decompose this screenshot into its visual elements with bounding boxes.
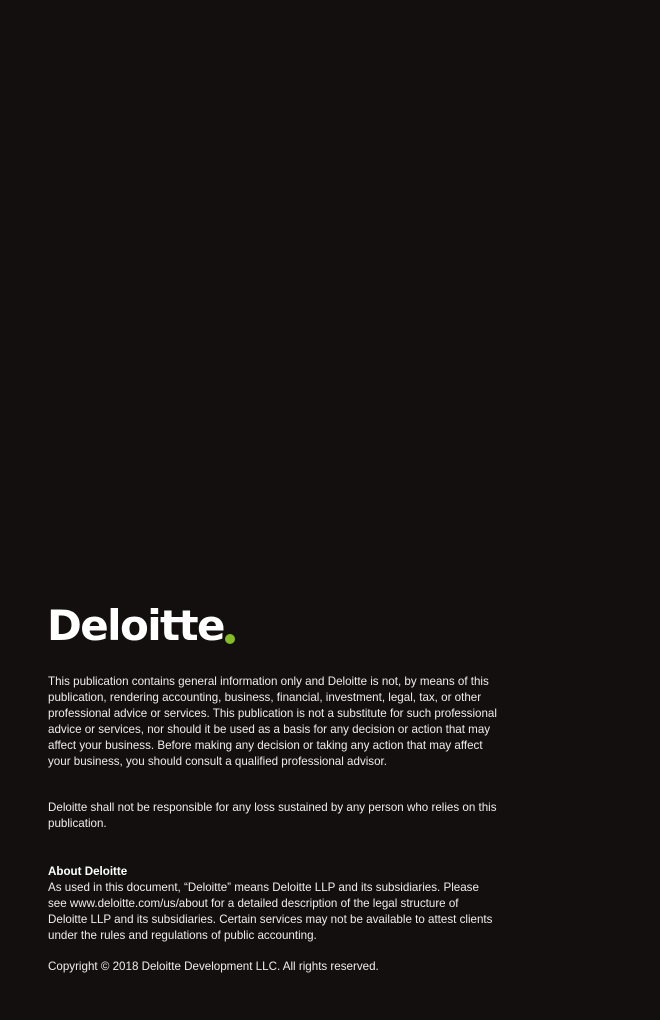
logo-green-dot (225, 634, 235, 644)
liability-paragraph: Deloitte shall not be responsible for any loss sustained by any person who relies on this publication. (48, 801, 497, 830)
about-body: As used in this document, “Deloitte” means Deloitte LLP and its subsidiaries. Please see www.deloitte.com/us/about for a detailed description of the legal structure of Deloitte LLP and its subsidiaries. Certain services may not be available to attest clients under the rules and regulations of public accounting. (48, 880, 493, 942)
disclaimer-paragraph: This publication contains general information only and Deloitte is not, by means of this publication, rendering accounting, business, financial, investment, legal, tax, or other professional advice or services. This publication is not a substitute for such professional advice or services, nor should it be used as a basis for any decision or action that may affect your business. Before making any decision or taking any action that may affect your business, you should consult a qualified professional advisor. (48, 675, 497, 768)
about-heading: About Deloitte (48, 865, 128, 878)
logo-wordmark: Deloitte (47, 601, 224, 650)
about-section (48, 864, 500, 944)
deloitte-logo (47, 603, 235, 649)
copyright-notice: Copyright © 2018 Deloitte Development LLC. All rights reserved. (48, 960, 379, 973)
